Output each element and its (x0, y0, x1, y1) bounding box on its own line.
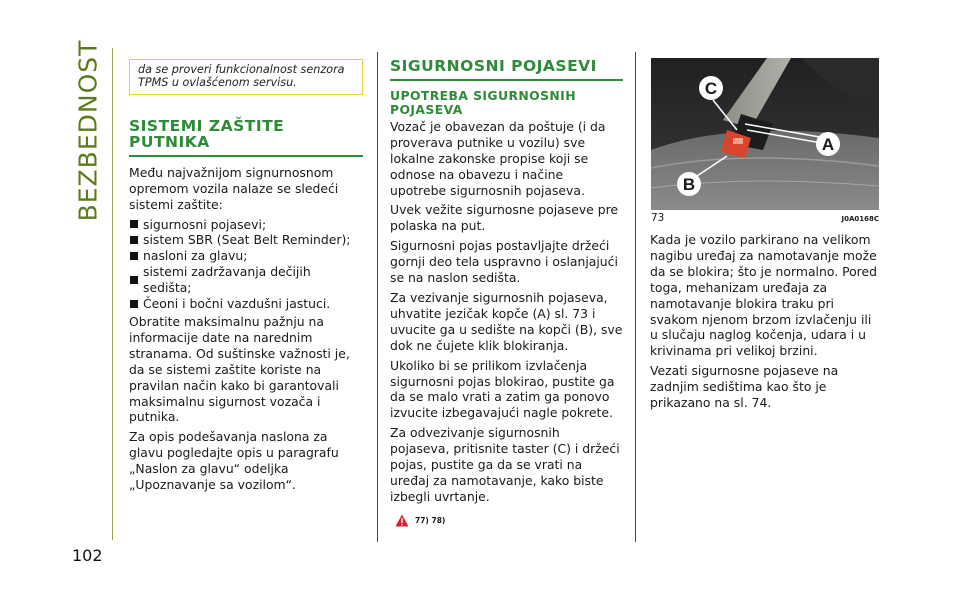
paragraph: Za odvezivanje sigurnosnih pojaseva, pritisnite taster (C) i držeći pojas, pustite ga da se vrati na uređaj za namotavanje, kako biste izbegli uvrtanje. (390, 425, 620, 504)
section-heading: SISTEMI ZAŠTITE PUTNIKA (129, 119, 363, 157)
page-number: 102 (72, 546, 103, 565)
list-item: sistem SBR (Seat Belt Reminder); (129, 232, 363, 248)
protection-systems-list (129, 217, 363, 312)
warning-triangle-icon (395, 514, 409, 527)
figure-number: 73 (651, 212, 665, 224)
list-item: nasloni za glavu; (129, 248, 363, 264)
seat-belt-buckle-figure (651, 58, 879, 210)
column-3 (650, 232, 882, 415)
bullet-square-icon (130, 220, 138, 228)
figure-code: J0A0168C (841, 215, 879, 223)
column-divider (635, 52, 636, 542)
paragraph: Obratite maksimalnu pažnju na informacije date na narednim stranama. Od suštinske važnosti je, da se sistemi zaštite koriste na pravilan način kako bi garantovali maksimalnu sigurnost vozača i putnika. (129, 313, 350, 425)
paragraph: Ukoliko bi se prilikom izvlačenja sigurnosni pojas blokirao, pustite ga da se malo vrati a zatim ga ponovo izvucite izbegavajući nagle pokrete. (390, 357, 615, 421)
column-1 (129, 59, 363, 497)
warning-ref-numbers: 77) 78) (415, 515, 446, 525)
bullet-square-icon (130, 252, 138, 260)
figure-caption (651, 212, 879, 224)
intro-paragraph: Među najvažnijom signurnosnom opremom vozila nalaze se sledeći sistemi zaštite: (129, 164, 339, 212)
warning-references (395, 513, 623, 529)
label-c: C (704, 79, 718, 98)
list-item: Čeoni i bočni vazdušni jastuci. (129, 296, 363, 312)
side-divider (112, 48, 113, 540)
paragraph: Kada je vozilo parkirano na velikom nagibu uređaj za namotavanje može da se blokira; što je normalno. Pored toga, mehanizam uređaja za namotavanje blokira traku pri svakom njenom brzom izvlačenju ili u slučaju naglog kočenja, udara i u krivinama pri velikoj brzini. (650, 232, 877, 359)
column-divider (377, 52, 378, 542)
section-heading: SIGURNOSNI POJASEVI (390, 59, 623, 81)
paragraph: Za opis podešavanja naslona za glavu pogledajte opis u paragrafu „Naslon za glavu“ odeljka „Upoznavanje sa vozilom“. (129, 429, 339, 493)
paragraph: Za vezivanje sigurnosnih pojaseva, uhvatite jezičak kopče (A) sl. 73 i uvucite ga u sedište na kopči (B), sve dok ne čujete klik blokiranja. (390, 289, 623, 353)
list-item: sistemi zadržavanja dečijih sedišta; (129, 264, 363, 296)
note-box: da se proveri funkcionalnost senzora TPMS u ovlašćenom servisu. (129, 59, 363, 95)
paragraph: Sigurnosni pojas postavljajte držeći gornji deo tela uspravno i oslanjajući se na naslon sedišta. (390, 238, 618, 286)
paragraph: Uvek vežite sigurnosne pojaseve pre polaska na put. (390, 202, 619, 234)
bullet-square-icon (130, 276, 138, 284)
label-b: B (682, 175, 696, 194)
bullet-square-icon (130, 236, 138, 244)
bullet-square-icon (130, 300, 138, 308)
column-2 (390, 59, 623, 529)
buckle-illustration (651, 58, 879, 210)
paragraph: Vezati sigurnosne pojaseve na zadnjim sedištima kao što je prikazano na sl. 74. (650, 363, 839, 411)
section-title-text: BEZBEDNOST (73, 39, 103, 221)
sub-heading: UPOTREBA SIGURNOSNIH POJASEVA (390, 87, 576, 117)
section-side-title (72, 39, 104, 221)
paragraph: Vozač je obavezan da poštuje (i da proverava putnike u vozilu) sve lokalne zakonske propise koji se odnose na obavezu i načine upotrebe sigurnosnih pojaseva. (390, 118, 606, 198)
list-item: sigurnosni pojasevi; (129, 217, 363, 233)
label-a: A (821, 135, 835, 154)
